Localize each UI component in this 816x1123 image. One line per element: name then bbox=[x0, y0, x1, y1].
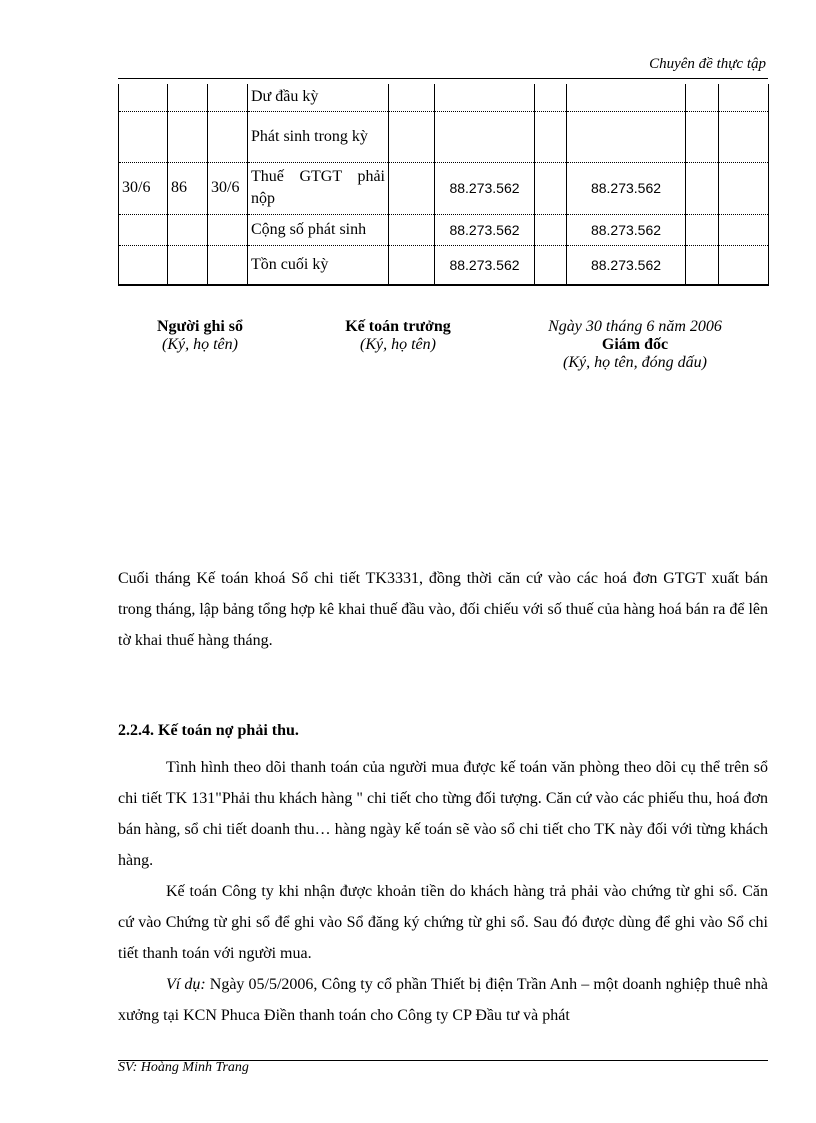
cell-empty bbox=[719, 84, 769, 111]
table-row bbox=[119, 111, 769, 162]
cell-voucher-no bbox=[168, 245, 208, 285]
cell-empty bbox=[535, 214, 567, 245]
cell-empty bbox=[535, 245, 567, 285]
paragraph-receivables: Tình hình theo dõi thanh toán của người mua được kế toán văn phòng theo dõi cụ thể trên sổ chi tiết TK 131"Phải thu khách hàng " chi tiết cho từng đối tượng. Căn cứ vào các phiếu thu, hoá đơn bán hàng, sổ chi tiết doanh thu… hàng ngày kế toán sẽ vào sổ chi tiết cho TK này đối với từng khách hàng. bbox=[118, 759, 768, 869]
cell-description: Phát sinh trong kỳ bbox=[248, 111, 389, 162]
cell-empty bbox=[686, 111, 719, 162]
signature-note: (Ký, họ tên) bbox=[360, 336, 436, 353]
signature-chief-accountant bbox=[318, 318, 478, 354]
table-row bbox=[119, 84, 769, 111]
section-heading: 2.2.4. Kế toán nợ phải thu. bbox=[118, 722, 299, 739]
cell-voucher-no: 86 bbox=[168, 162, 208, 214]
cell-account bbox=[389, 162, 435, 214]
cell-account bbox=[389, 214, 435, 245]
signature-director bbox=[520, 318, 750, 372]
cell-voucher-date: 30/6 bbox=[208, 162, 248, 214]
page-header-title: Chuyên đề thực tập bbox=[649, 56, 766, 72]
cell-credit bbox=[567, 111, 686, 162]
cell-debit: 88.273.562 bbox=[435, 214, 535, 245]
example-text: Ngày 05/5/2006, Công ty cổ phần Thiết bị điện Trần Anh – một doanh nghiệp thuê nhà xưởng tại KCN Phuca Điền thanh toán cho Công ty CP Đầu tư và phát bbox=[118, 976, 769, 1024]
cell-voucher-no bbox=[168, 84, 208, 111]
cell-empty bbox=[719, 162, 769, 214]
ledger-table bbox=[118, 84, 769, 286]
paragraph-example bbox=[118, 969, 768, 1031]
cell-debit: 88.273.562 bbox=[435, 162, 535, 214]
cell-voucher-date bbox=[208, 214, 248, 245]
cell-voucher-date bbox=[208, 111, 248, 162]
paragraph-summary: Cuối tháng Kế toán khoá Sổ chi tiết TK3331, đồng thời căn cứ vào các hoá đơn GTGT xuất bán trong tháng, lập bảng tổng hợp kê khai thuế đầu vào, đối chiếu với số thuế của hàng hoá bán ra để lên tờ khai thuế hàng tháng. bbox=[118, 570, 768, 649]
cell-empty bbox=[686, 245, 719, 285]
cell-account bbox=[389, 111, 435, 162]
cell-date bbox=[119, 84, 168, 111]
cell-empty bbox=[719, 214, 769, 245]
cell-empty bbox=[535, 84, 567, 111]
signature-recorder bbox=[130, 318, 270, 354]
table-row bbox=[119, 245, 769, 285]
cell-account bbox=[389, 245, 435, 285]
cell-empty bbox=[719, 245, 769, 285]
table-row bbox=[119, 214, 769, 245]
cell-voucher-date bbox=[208, 84, 248, 111]
signature-role: Giám đốc bbox=[601, 336, 669, 353]
signature-date: Ngày 30 tháng 6 năm 2006 bbox=[548, 318, 722, 335]
cell-credit: 88.273.562 bbox=[567, 162, 686, 214]
signature-role: Người ghi sổ bbox=[156, 318, 244, 335]
header-rule bbox=[118, 78, 768, 79]
cell-empty bbox=[535, 111, 567, 162]
cell-description: Tồn cuối kỳ bbox=[248, 245, 389, 285]
cell-voucher-date bbox=[208, 245, 248, 285]
signature-note: (Ký, họ tên, đóng dấu) bbox=[563, 354, 707, 371]
cell-date bbox=[119, 245, 168, 285]
cell-description: Cộng số phát sinh bbox=[248, 214, 389, 245]
cell-empty bbox=[686, 162, 719, 214]
cell-date: 30/6 bbox=[119, 162, 168, 214]
cell-credit: 88.273.562 bbox=[567, 214, 686, 245]
signature-role: Kế toán trưởng bbox=[345, 318, 451, 335]
cell-empty bbox=[686, 84, 719, 111]
cell-voucher-no bbox=[168, 111, 208, 162]
cell-date bbox=[119, 214, 168, 245]
table-row bbox=[119, 162, 769, 214]
example-lead: Ví dụ: bbox=[166, 976, 206, 993]
cell-debit: 88.273.562 bbox=[435, 245, 535, 285]
cell-description: Thuế GTGT phải nộp bbox=[248, 162, 389, 214]
cell-voucher-no bbox=[168, 214, 208, 245]
cell-empty bbox=[535, 162, 567, 214]
cell-description: Dư đầu kỳ bbox=[248, 84, 389, 111]
cell-credit bbox=[567, 84, 686, 111]
footer-author: SV: Hoàng Minh Trang bbox=[118, 1060, 249, 1075]
cell-debit bbox=[435, 84, 535, 111]
cell-empty bbox=[719, 111, 769, 162]
cell-empty bbox=[686, 214, 719, 245]
cell-credit: 88.273.562 bbox=[567, 245, 686, 285]
cell-date bbox=[119, 111, 168, 162]
cell-account bbox=[389, 84, 435, 111]
paragraph-vouchers: Kế toán Công ty khi nhận được khoản tiền do khách hàng trả phải vào chứng từ ghi sổ. Căn cứ vào Chứng từ ghi sổ để ghi vào Sổ đăng ký chứng từ ghi sổ. Sau đó được dùng để ghi vào Sổ chi tiết thanh toán với người mua. bbox=[118, 883, 768, 962]
cell-debit bbox=[435, 111, 535, 162]
signature-note: (Ký, họ tên) bbox=[162, 336, 238, 353]
